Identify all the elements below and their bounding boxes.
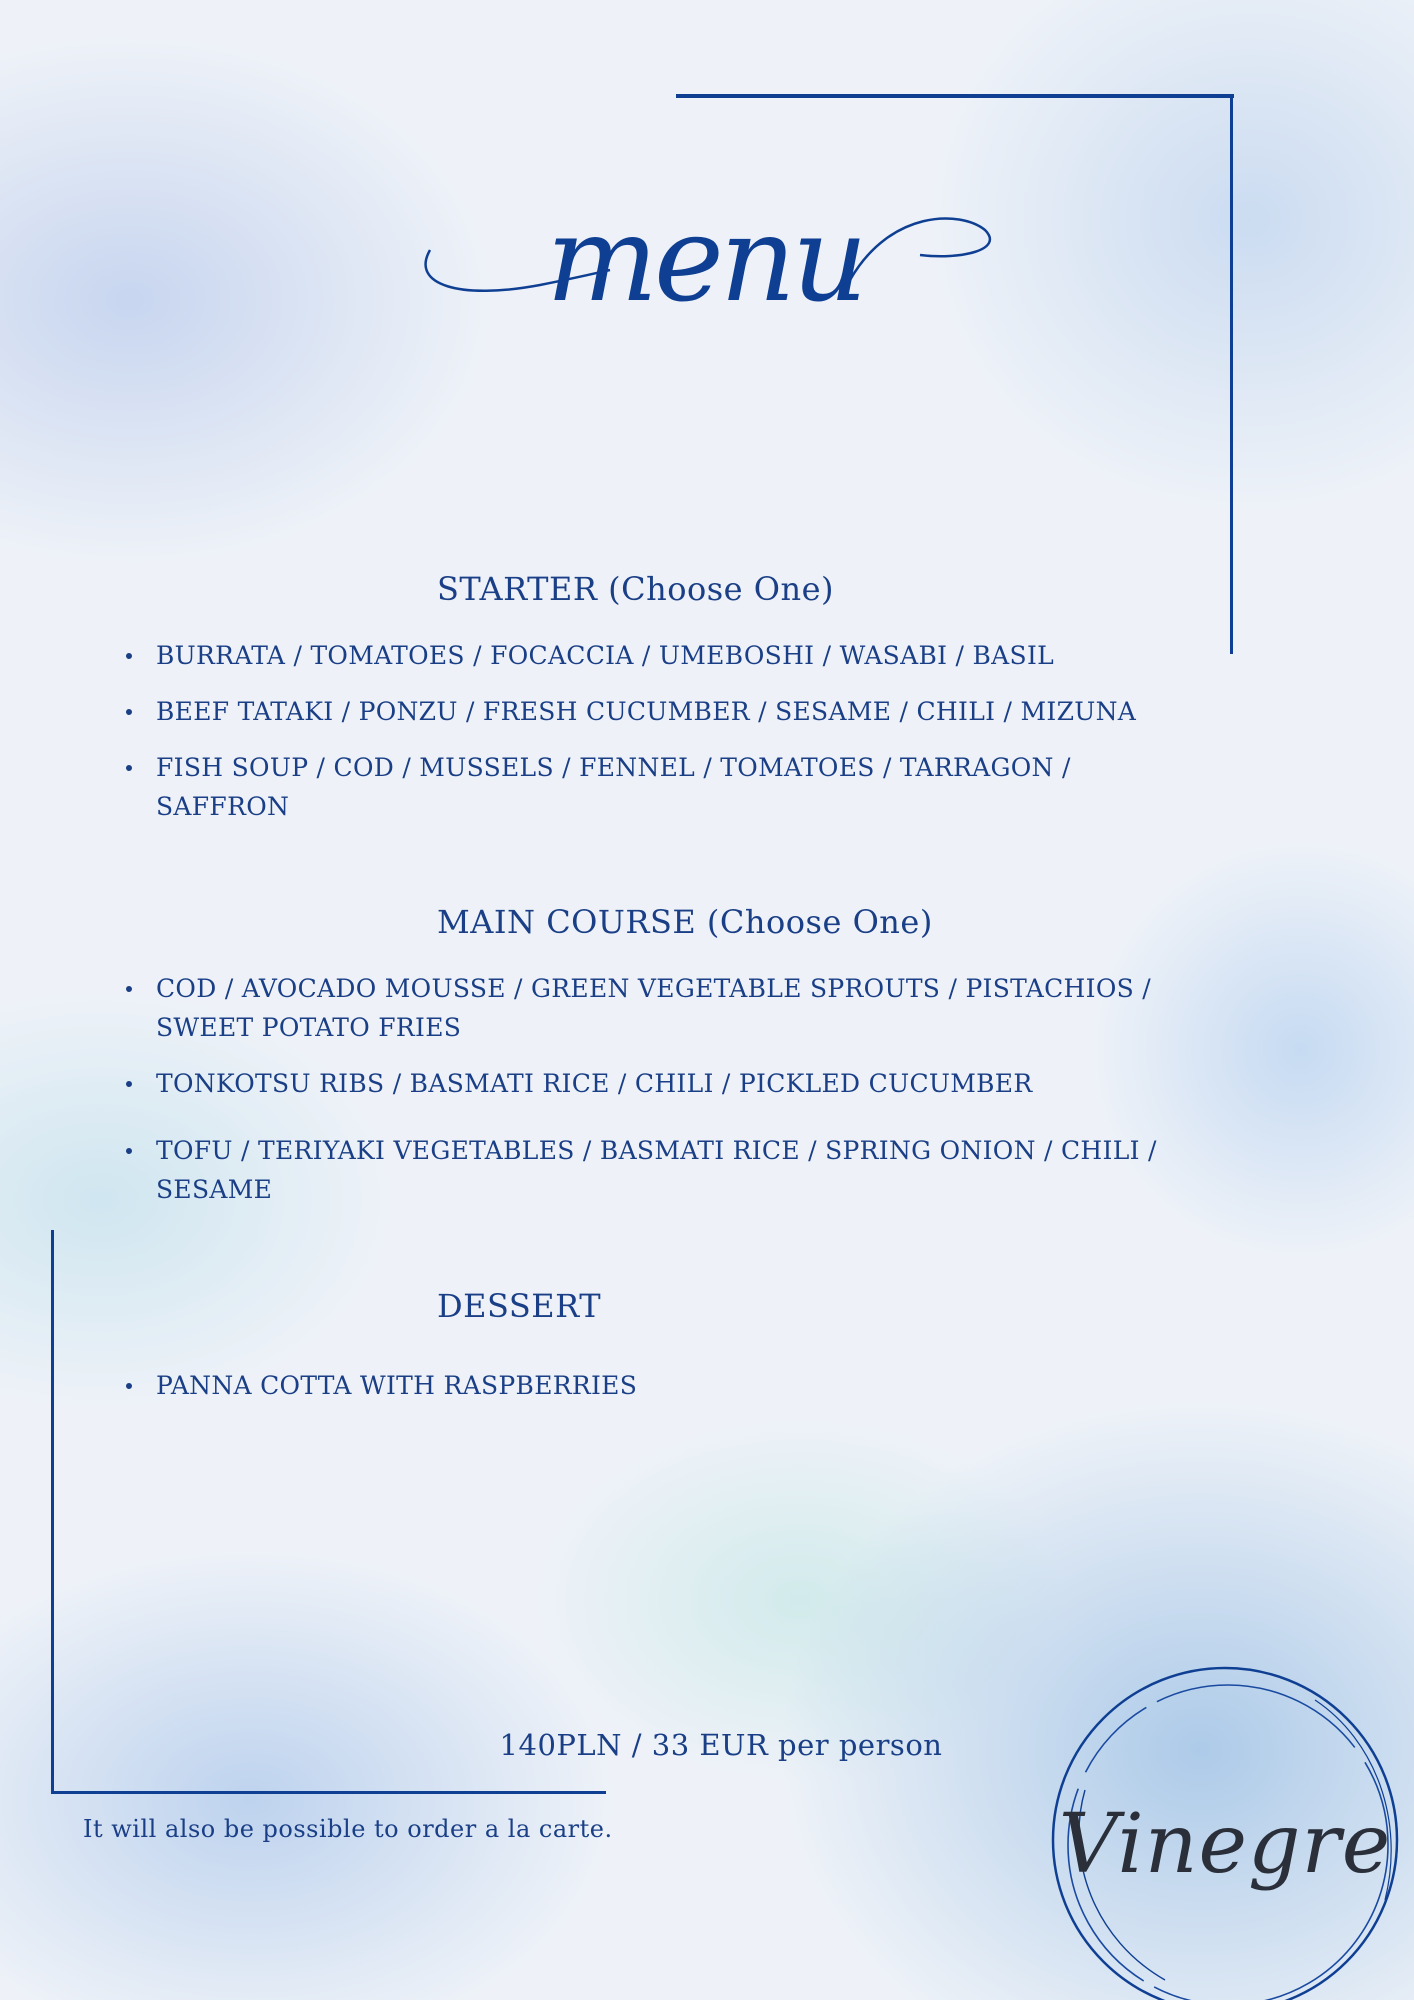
list-item: PANNA COTTA WITH RASPBERRIES (120, 1366, 1240, 1405)
frame-line-top (676, 94, 1234, 98)
price-per-person: 140PLN / 33 EUR per person (499, 1728, 943, 1762)
main-course-list (120, 969, 1240, 1226)
starter-list (120, 636, 1240, 843)
list-item: COD / AVOCADO MOUSSE / GREEN VEGETABLE SPROUTS / PISTACHIOS / SWEET POTATO FRIES (120, 969, 1240, 1047)
starter-heading: STARTER (Choose One) (437, 570, 835, 608)
list-item: BEEF TATAKI / PONZU / FRESH CUCUMBER / SESAME / CHILI / MIZUNA (120, 692, 1240, 731)
title-text: menu (546, 190, 864, 328)
logo-wordmark: Vinegre (1058, 1797, 1392, 1892)
list-item: TONKOTSU RIBS / BASMATI RICE / CHILI / PICKLED CUCUMBER (120, 1064, 1240, 1103)
dessert-heading: DESSERT (437, 1287, 602, 1325)
menu-title (420, 190, 1000, 340)
title-right-swash (850, 218, 990, 280)
list-item: BURRATA / TOMATOES / FOCACCIA / UMEBOSHI / WASABI / BASIL (120, 636, 1240, 675)
dessert-list (120, 1366, 1240, 1422)
list-item: FISH SOUP / COD / MUSSELS / FENNEL / TOMATOES / TARRAGON / SAFFRON (120, 748, 1240, 826)
frame-line-right (1230, 94, 1233, 654)
vinegre-logo (1025, 1640, 1414, 2000)
frame-line-bottom (51, 1791, 606, 1794)
list-item: TOFU / TERIYAKI VEGETABLES / BASMATI RICE / SPRING ONION / CHILI / SESAME (120, 1131, 1240, 1209)
frame-line-left (51, 1230, 54, 1792)
main-course-heading: MAIN COURSE (Choose One) (437, 903, 933, 941)
a-la-carte-note: It will also be possible to order a la carte. (83, 1815, 613, 1843)
